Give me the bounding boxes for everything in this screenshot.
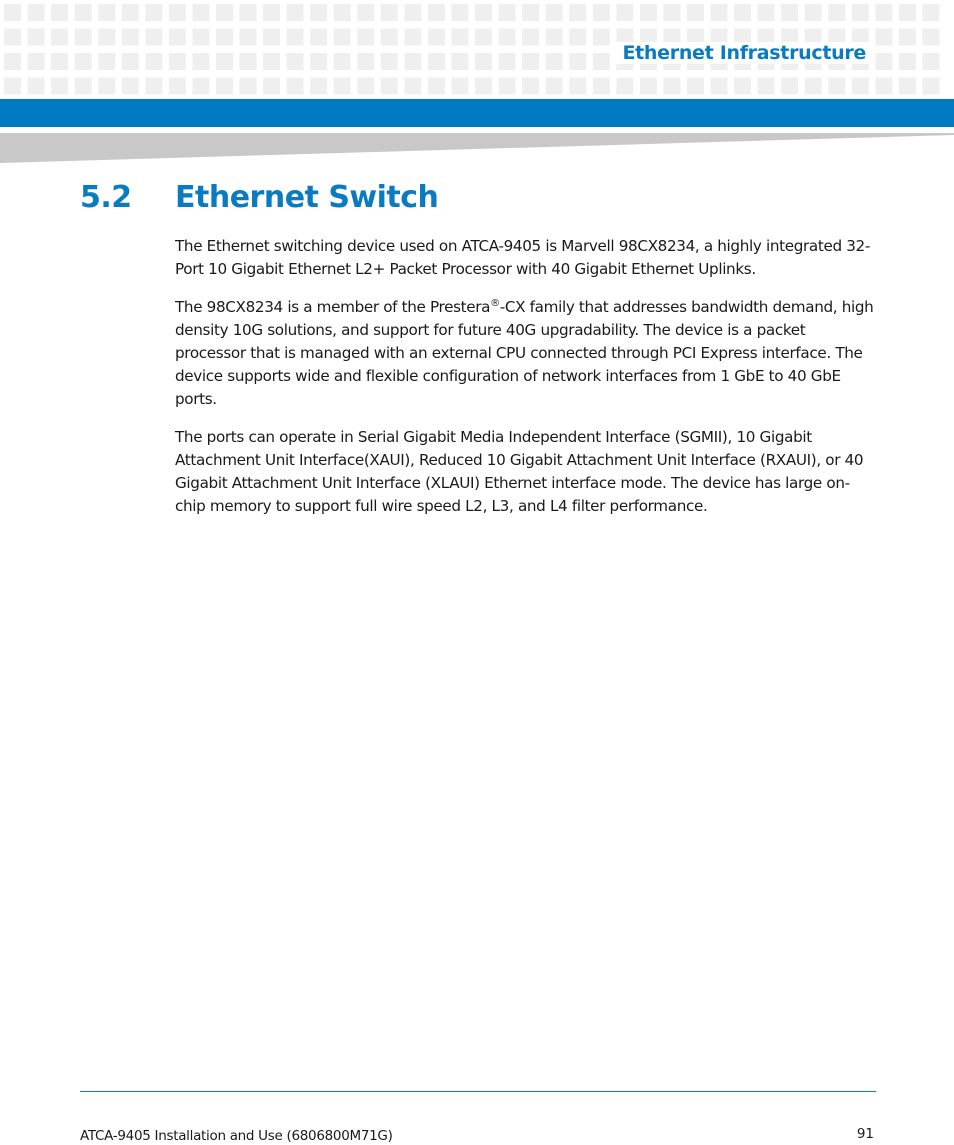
grid-cell [334, 53, 351, 70]
grid-cell [145, 53, 162, 70]
grid-cell [899, 78, 916, 95]
grid-cell [263, 4, 280, 21]
grid-cell [357, 78, 374, 95]
grid-cell [334, 78, 351, 95]
grid-cell [122, 29, 139, 46]
grid-cell [381, 4, 398, 21]
grid-cell [546, 53, 563, 70]
grid-cell [28, 4, 45, 21]
grid-cell [640, 4, 657, 21]
grid-cell [240, 78, 257, 95]
grid-cell [75, 29, 92, 46]
grid-cell [28, 53, 45, 70]
grid-cell [875, 53, 892, 70]
header-gray-wedge [0, 133, 954, 163]
grid-cell [4, 4, 21, 21]
grid-cell [428, 29, 445, 46]
section-number: 5.2 [80, 180, 132, 215]
grid-cell [4, 78, 21, 95]
registered-mark: ® [490, 297, 500, 309]
grid-cell [711, 78, 728, 95]
body-text [175, 235, 880, 533]
grid-cell [828, 4, 845, 21]
grid-cell [593, 29, 610, 46]
grid-cell [499, 53, 516, 70]
grid-cell [381, 78, 398, 95]
grid-cell [923, 29, 940, 46]
section-title: Ethernet Switch [175, 180, 439, 215]
grid-cell [852, 78, 869, 95]
grid-cell [192, 29, 209, 46]
grid-cell [334, 4, 351, 21]
grid-cell [923, 4, 940, 21]
grid-cell [75, 4, 92, 21]
grid-cell [98, 78, 115, 95]
grid-cell [805, 4, 822, 21]
grid-cell [169, 29, 186, 46]
grid-cell [240, 4, 257, 21]
grid-cell [852, 4, 869, 21]
grid-cell [404, 53, 421, 70]
grid-cell [4, 53, 21, 70]
grid-cell [75, 53, 92, 70]
grid-cell [122, 4, 139, 21]
grid-cell [28, 29, 45, 46]
grid-cell [828, 78, 845, 95]
footer-document-title: ATCA-9405 Installation and Use (6806800M71G) [80, 1128, 393, 1144]
grid-cell [287, 4, 304, 21]
grid-cell [51, 53, 68, 70]
grid-cell [687, 78, 704, 95]
grid-cell [263, 78, 280, 95]
paragraph-2-start: The 98CX8234 is a member of the Prestera [175, 298, 491, 316]
grid-cell [169, 78, 186, 95]
grid-cell [216, 29, 233, 46]
grid-cell [428, 4, 445, 21]
grid-cell [663, 4, 680, 21]
grid-cell [569, 29, 586, 46]
grid-cell [240, 53, 257, 70]
grid-cell [310, 78, 327, 95]
grid-cell [428, 78, 445, 95]
grid-cell [216, 53, 233, 70]
grid-cell [522, 29, 539, 46]
grid-cell [122, 53, 139, 70]
grid-cell [593, 4, 610, 21]
grid-cell [192, 53, 209, 70]
grid-cell [899, 53, 916, 70]
grid-cell [51, 78, 68, 95]
grid-cell [616, 4, 633, 21]
grid-cell [593, 53, 610, 70]
footer-rule [80, 1091, 876, 1092]
grid-cell [216, 4, 233, 21]
grid-cell [758, 78, 775, 95]
grid-cell [334, 29, 351, 46]
grid-cell [357, 29, 374, 46]
grid-cell [522, 4, 539, 21]
grid-cell [145, 4, 162, 21]
grid-cell [923, 78, 940, 95]
grid-cell [145, 78, 162, 95]
grid-cell [240, 29, 257, 46]
grid-cell [616, 78, 633, 95]
grid-cell [451, 78, 468, 95]
running-header-title: Ethernet Infrastructure [616, 42, 872, 64]
grid-cell [569, 53, 586, 70]
gray-wedge-shape [0, 133, 954, 163]
grid-cell [192, 4, 209, 21]
grid-cell [875, 29, 892, 46]
grid-cell [663, 78, 680, 95]
grid-cell [475, 53, 492, 70]
paragraph-2 [175, 296, 880, 411]
grid-cell [287, 53, 304, 70]
grid-cell [687, 4, 704, 21]
grid-cell [28, 78, 45, 95]
grid-cell [310, 29, 327, 46]
grid-cell [593, 78, 610, 95]
grid-cell [51, 29, 68, 46]
grid-cell [899, 4, 916, 21]
grid-cell [522, 78, 539, 95]
grid-cell [357, 4, 374, 21]
grid-cell [287, 29, 304, 46]
section-heading [80, 180, 438, 215]
grid-cell [499, 4, 516, 21]
grid-cell [875, 4, 892, 21]
grid-cell [98, 4, 115, 21]
grid-cell [546, 4, 563, 21]
grid-cell [98, 53, 115, 70]
grid-cell [310, 4, 327, 21]
grid-cell [451, 4, 468, 21]
grid-cell [734, 4, 751, 21]
grid-cell [287, 78, 304, 95]
grid-cell [569, 78, 586, 95]
grid-cell [381, 53, 398, 70]
grid-cell [263, 29, 280, 46]
grid-cell [640, 78, 657, 95]
grid-cell [145, 29, 162, 46]
grid-cell [805, 78, 822, 95]
grid-cell [310, 53, 327, 70]
grid-cell [122, 78, 139, 95]
grid-cell [98, 29, 115, 46]
grid-cell [75, 78, 92, 95]
grid-cell [546, 78, 563, 95]
grid-cell [381, 29, 398, 46]
paragraph-3: The ports can operate in Serial Gigabit Media Independent Interface (SGMII), 10 Gigabit Attachment Unit Interface(XAUI), Reduced 10 Gigabit Attachment Unit Interface (RXAUI), or 40 Gigabit Attachment Unit Interface (XLAUI) Ethernet interface mode. The device has large on-chip memory to support full wire speed L2, L3, and L4 filter performance. [175, 428, 864, 515]
footer-page-number: 91 [856, 1126, 874, 1142]
grid-cell [899, 29, 916, 46]
grid-cell [758, 4, 775, 21]
paragraph-2-rest: -CX family that addresses bandwidth demand, high density 10G solutions, and support for future 40G upgradability. The device is a packet processor that is managed with an external CPU connected through PCI Express interface. The device supports wide and flexible configuration of network interfaces from 1 GbE to 40 GbE ports. [175, 298, 874, 408]
grid-cell [499, 29, 516, 46]
grid-cell [522, 53, 539, 70]
paragraph-1: The Ethernet switching device used on ATCA-9405 is Marvell 98CX8234, a highly integrated 32-Port 10 Gigabit Ethernet L2+ Packet Processor with 40 Gigabit Ethernet Uplinks. [175, 237, 870, 278]
header-blue-band [0, 99, 954, 127]
grid-cell [499, 78, 516, 95]
grid-cell [569, 4, 586, 21]
grid-cell [357, 53, 374, 70]
grid-cell [192, 78, 209, 95]
grid-cell [475, 29, 492, 46]
grid-cell [734, 78, 751, 95]
grid-cell [875, 78, 892, 95]
grid-cell [711, 4, 728, 21]
grid-cell [475, 4, 492, 21]
grid-cell [216, 78, 233, 95]
grid-cell [404, 29, 421, 46]
grid-cell [546, 29, 563, 46]
grid-cell [781, 4, 798, 21]
grid-cell [263, 53, 280, 70]
grid-cell [451, 53, 468, 70]
grid-cell [4, 29, 21, 46]
grid-cell [404, 4, 421, 21]
grid-cell [475, 78, 492, 95]
grid-cell [169, 53, 186, 70]
grid-cell [923, 53, 940, 70]
grid-cell [781, 78, 798, 95]
grid-cell [428, 53, 445, 70]
grid-cell [404, 78, 421, 95]
grid-cell [451, 29, 468, 46]
grid-cell [169, 4, 186, 21]
grid-cell [51, 4, 68, 21]
